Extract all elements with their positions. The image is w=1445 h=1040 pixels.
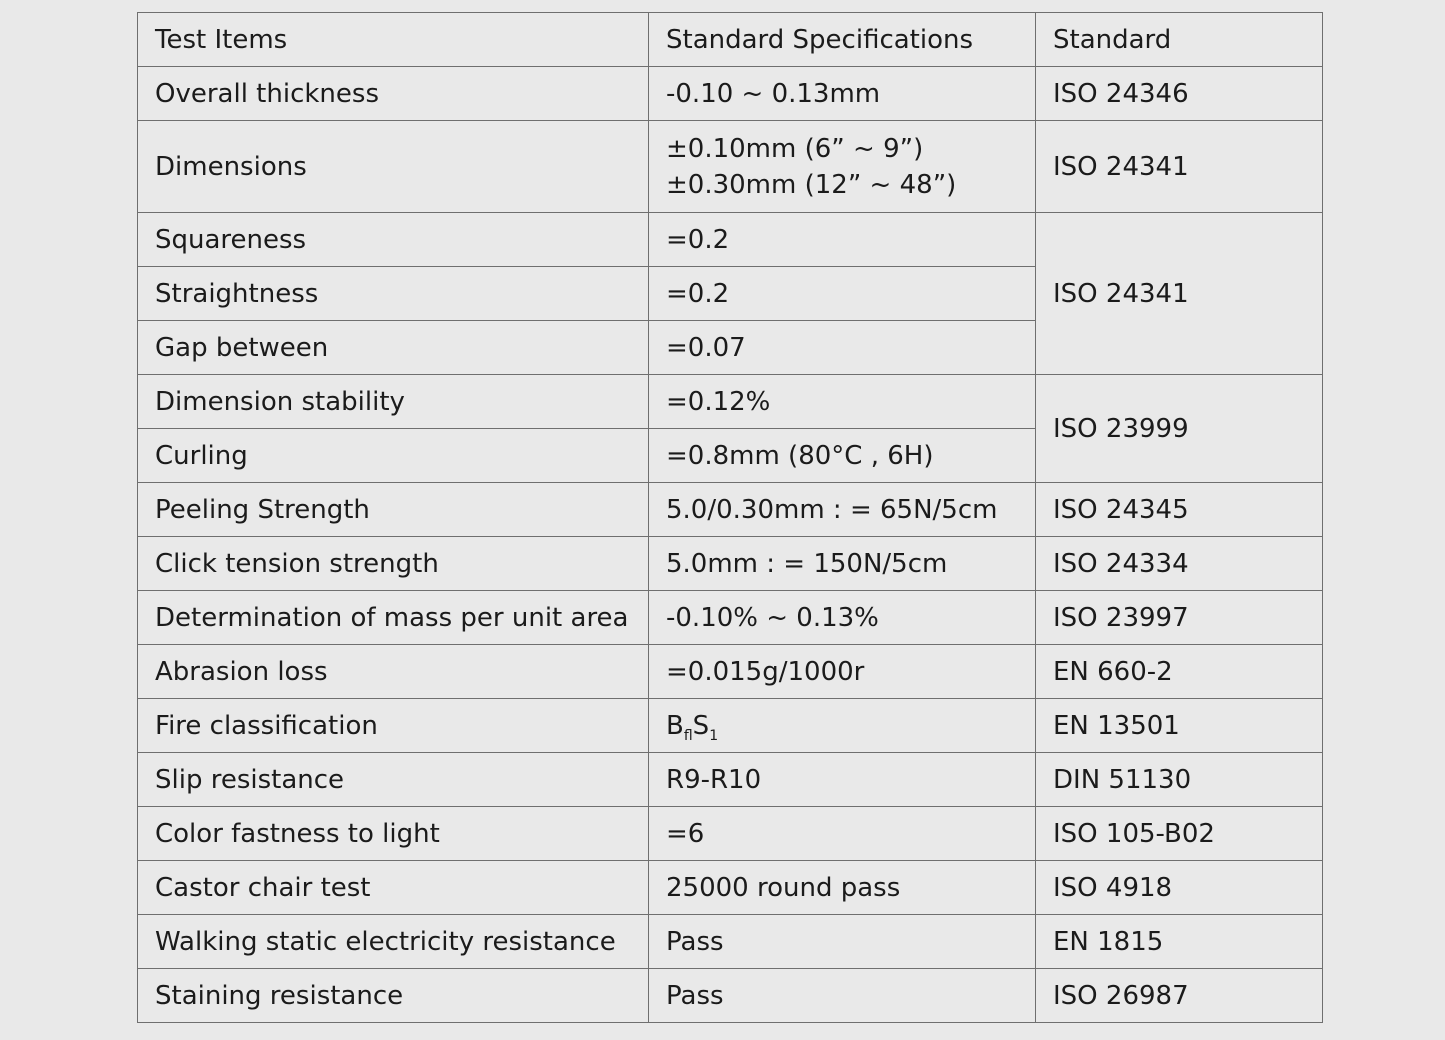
test-item-cell: Click tension strength — [138, 537, 649, 591]
specification-cell: =0.2 — [649, 267, 1036, 321]
table-row — [138, 213, 1323, 267]
standard-cell: EN 13501 — [1036, 699, 1323, 753]
test-item-cell: Walking static electricity resistance — [138, 915, 649, 969]
test-item-cell: Peeling Strength — [138, 483, 649, 537]
standard-cell: ISO 26987 — [1036, 969, 1323, 1023]
specification-cell — [649, 699, 1036, 753]
standard-cell: ISO 24334 — [1036, 537, 1323, 591]
test-item-cell: Overall thickness — [138, 67, 649, 121]
standard-cell: ISO 23999 — [1036, 375, 1323, 483]
standard-cell: ISO 23997 — [1036, 591, 1323, 645]
specification-cell: =0.07 — [649, 321, 1036, 375]
table-header-row — [138, 13, 1323, 67]
test-item-cell: Squareness — [138, 213, 649, 267]
smoke-class-letter: S — [692, 710, 710, 741]
table-row — [138, 121, 1323, 213]
specification-cell: Pass — [649, 915, 1036, 969]
header-test-items: Test Items — [138, 13, 649, 67]
test-item-cell: Slip resistance — [138, 753, 649, 807]
header-standard: Standard — [1036, 13, 1323, 67]
specification-cell: =0.8mm (80°C , 6H) — [649, 429, 1036, 483]
standard-cell: ISO 105-B02 — [1036, 807, 1323, 861]
specification-cell: 25000 round pass — [649, 861, 1036, 915]
header-standard-specifications: Standard Specifications — [649, 13, 1036, 67]
specification-cell: R9-R10 — [649, 753, 1036, 807]
test-item-cell: Curling — [138, 429, 649, 483]
test-item-cell: Staining resistance — [138, 969, 649, 1023]
specification-cell: -0.10% ~ 0.13% — [649, 591, 1036, 645]
specification-table — [137, 12, 1323, 1023]
table-row — [138, 915, 1323, 969]
standard-cell: EN 1815 — [1036, 915, 1323, 969]
table-row — [138, 591, 1323, 645]
standard-cell: ISO 24346 — [1036, 67, 1323, 121]
table-row — [138, 67, 1323, 121]
fire-class-subscript: fl — [683, 727, 693, 744]
specification-cell: =0.12% — [649, 375, 1036, 429]
smoke-class-subscript: 1 — [709, 727, 719, 744]
specification-cell — [649, 121, 1036, 213]
specification-cell: -0.10 ~ 0.13mm — [649, 67, 1036, 121]
standard-cell: ISO 24345 — [1036, 483, 1323, 537]
specification-cell: =0.015g/1000r — [649, 645, 1036, 699]
standard-cell: ISO 24341 — [1036, 121, 1323, 213]
test-item-cell: Castor chair test — [138, 861, 649, 915]
specification-cell: 5.0mm : = 150N/5cm — [649, 537, 1036, 591]
standard-cell: EN 660-2 — [1036, 645, 1323, 699]
table-row — [138, 483, 1323, 537]
test-item-cell: Dimensions — [138, 121, 649, 213]
table-row — [138, 969, 1323, 1023]
test-item-cell: Fire classification — [138, 699, 649, 753]
specification-cell: =6 — [649, 807, 1036, 861]
fire-class-letter: B — [666, 710, 684, 741]
standard-cell: ISO 4918 — [1036, 861, 1323, 915]
test-item-cell: Straightness — [138, 267, 649, 321]
table-row — [138, 645, 1323, 699]
table-row — [138, 861, 1323, 915]
table-row — [138, 375, 1323, 429]
specification-cell: =0.2 — [649, 213, 1036, 267]
specification-cell: 5.0/0.30mm : = 65N/5cm — [649, 483, 1036, 537]
specification-cell: Pass — [649, 969, 1036, 1023]
test-item-cell: Dimension stability — [138, 375, 649, 429]
table-row — [138, 537, 1323, 591]
standard-cell: DIN 51130 — [1036, 753, 1323, 807]
table-row — [138, 753, 1323, 807]
specification-line: ±0.10mm (6” ~ 9”) — [666, 133, 924, 164]
test-item-cell: Determination of mass per unit area — [138, 591, 649, 645]
table-row — [138, 807, 1323, 861]
test-item-cell: Abrasion loss — [138, 645, 649, 699]
table-row — [138, 699, 1323, 753]
test-item-cell: Gap between — [138, 321, 649, 375]
specification-line: ±0.30mm (12” ~ 48”) — [666, 169, 957, 200]
test-item-cell: Color fastness to light — [138, 807, 649, 861]
standard-cell: ISO 24341 — [1036, 213, 1323, 375]
